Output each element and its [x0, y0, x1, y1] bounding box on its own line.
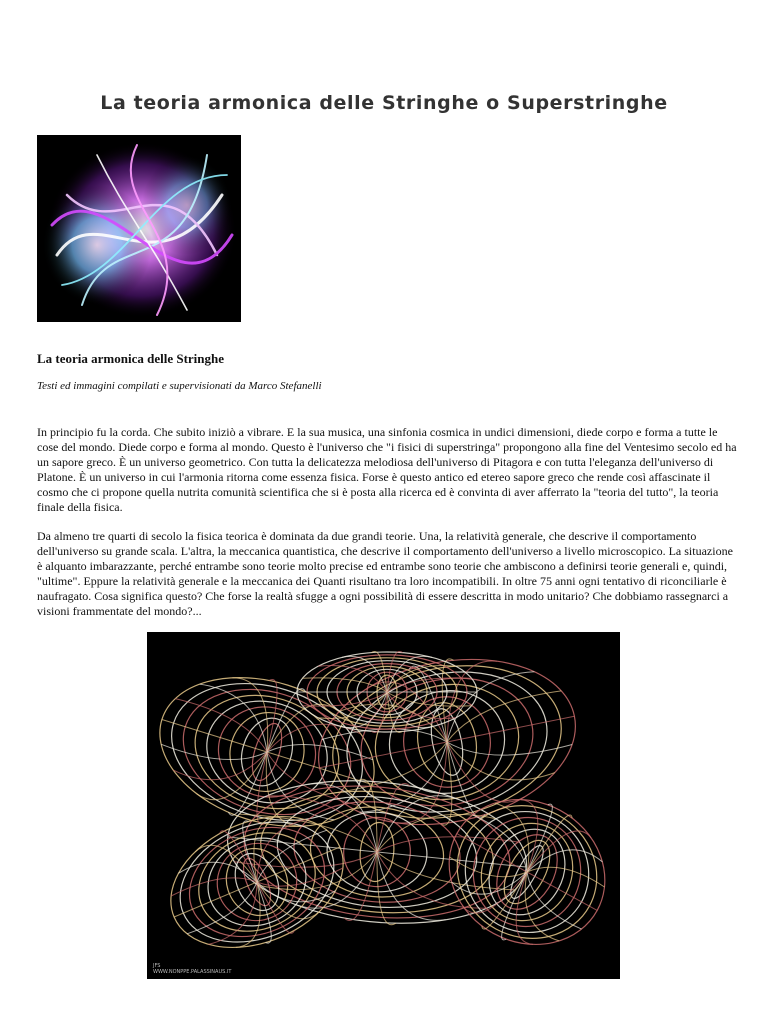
image-watermark [153, 963, 231, 975]
paragraph: Da almeno tre quarti di secolo la fisica teorica è dominata da due grandi teorie. Una, la relatività generale, che descrive il comportamento dell'universo su grande scala. L'altra, la meccanica quantistica, che descrive il comportamento dell'universo a livello microscopico. La situazione è alquanto imbarazzante, perché entrambe sono teorie molto precise ed entrambe sono teorie che ambiscono a definirsi teorie generali e, quindi, "ultime". Eppure la relatività generale e la meccanica dei Quanti risultano tra loro incompatibili. In oltre 75 anni ogni tentativo di riconciliarle è naufragato. Cosa significa questo? Che forse la realtà sfugge a ogni possibilità di essere descritta in modo unitario? Che dobbiamo rassegnarci a visioni frammentate del mondo?... [37, 529, 733, 618]
watermark-line: JFS [153, 963, 161, 969]
string-energy-graphic [37, 135, 241, 322]
paragraph: In principio fu la corda. Che subito iniziò a vibrare. E la sua musica, una sinfonia cosmica in undici dimensioni, diede corpo e forma a tutte le cose del mondo. Diede corpo e forma al mondo. Questo è l'universo che "i fisici di superstringa" propongono alla fine del Ventesimo secolo ed ha un sapore greco. È un universo geometrico. Con tutta la delicatezza melodiosa dell'universo di Pitagora e con tutta l'eleganza dell'universo di Platone. È un universo in cui l'armonia ritorna come essenza fisica. Forse è questo antico ed etereo sapore greco che rende così affascinate il cosmo che ci propone quella nutrita comunità scientifica che si è posta alla ricerca ed è convinta di aver afferrato la "teoria del tutto", la teoria finale della fisica. [37, 425, 737, 514]
calabi-yau-mesh-graphic [147, 632, 620, 979]
watermark-line: WWW.NONPPE.PALASSINAUS.IT [153, 969, 232, 975]
section-heading: La teoria armonica delle Stringhe [37, 351, 225, 366]
author-credit: Testi ed immagini compilati e supervisionati da Marco Stefanelli [37, 380, 322, 392]
calabi-yau-mesh-image [147, 632, 620, 979]
string-energy-image [37, 135, 241, 322]
page-title: La teoria armonica delle Stringhe o Superstringhe [100, 92, 668, 114]
